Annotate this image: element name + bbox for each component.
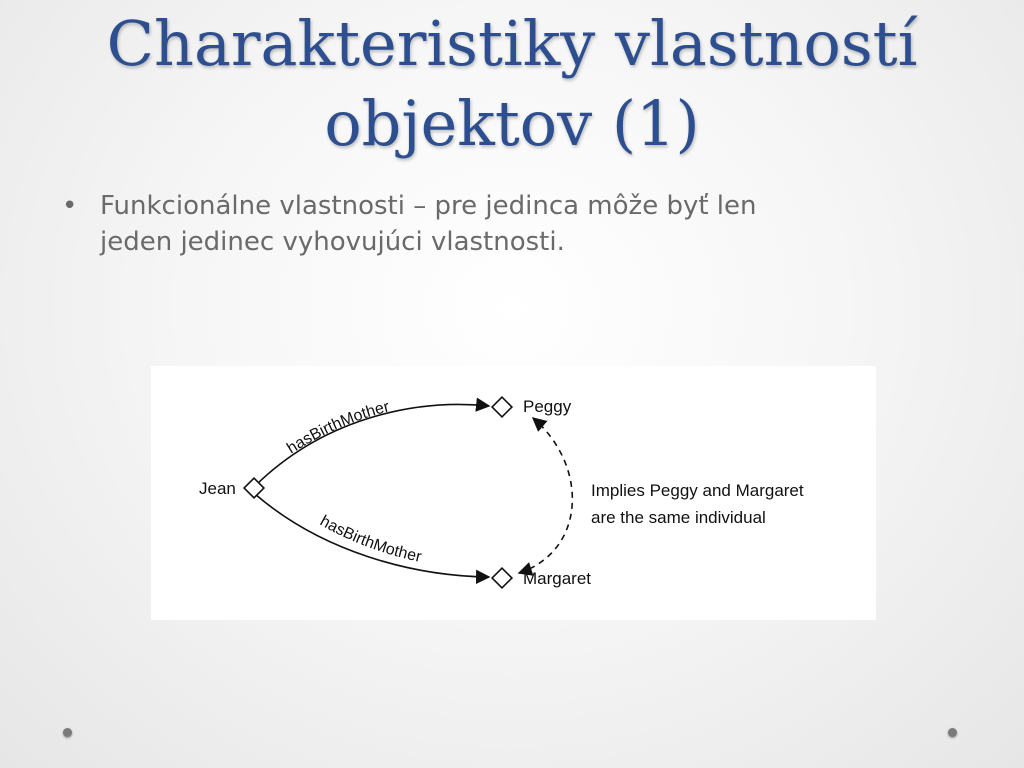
edge-top-label: hasBirthMother — [284, 398, 392, 458]
node-margaret-diamond — [492, 568, 512, 588]
node-margaret — [492, 568, 591, 588]
node-peggy — [492, 397, 572, 417]
title-line-1: Charakteristiky vlastností — [106, 7, 918, 80]
inference-arrow — [519, 418, 572, 573]
bullet-marker: • — [62, 191, 78, 221]
corner-dot-left — [63, 728, 72, 737]
diagram-panel — [151, 366, 876, 620]
node-peggy-label: Peggy — [523, 397, 572, 416]
slide-title — [0, 4, 1024, 164]
bullet-text-line-2: jeden jedinec vyhovujúci vlastnosti. — [100, 227, 565, 257]
node-jean — [199, 478, 264, 498]
corner-dot-right — [948, 728, 957, 737]
note-line-1: Implies Peggy and Margaret — [591, 481, 804, 500]
bullet-list — [60, 188, 960, 260]
title-line-2: objektov (1) — [324, 87, 700, 160]
property-diagram — [151, 366, 876, 620]
edge-bottom-label: hasBirthMother — [317, 512, 423, 566]
bullet-text-line-1: Funkcionálne vlastnosti – pre jedinca môže byť len — [100, 191, 757, 221]
note-line-2: are the same individual — [591, 508, 766, 527]
node-jean-label: Jean — [199, 479, 236, 498]
bullet-item — [60, 188, 960, 260]
node-peggy-diamond — [492, 397, 512, 417]
node-margaret-label: Margaret — [523, 569, 592, 588]
